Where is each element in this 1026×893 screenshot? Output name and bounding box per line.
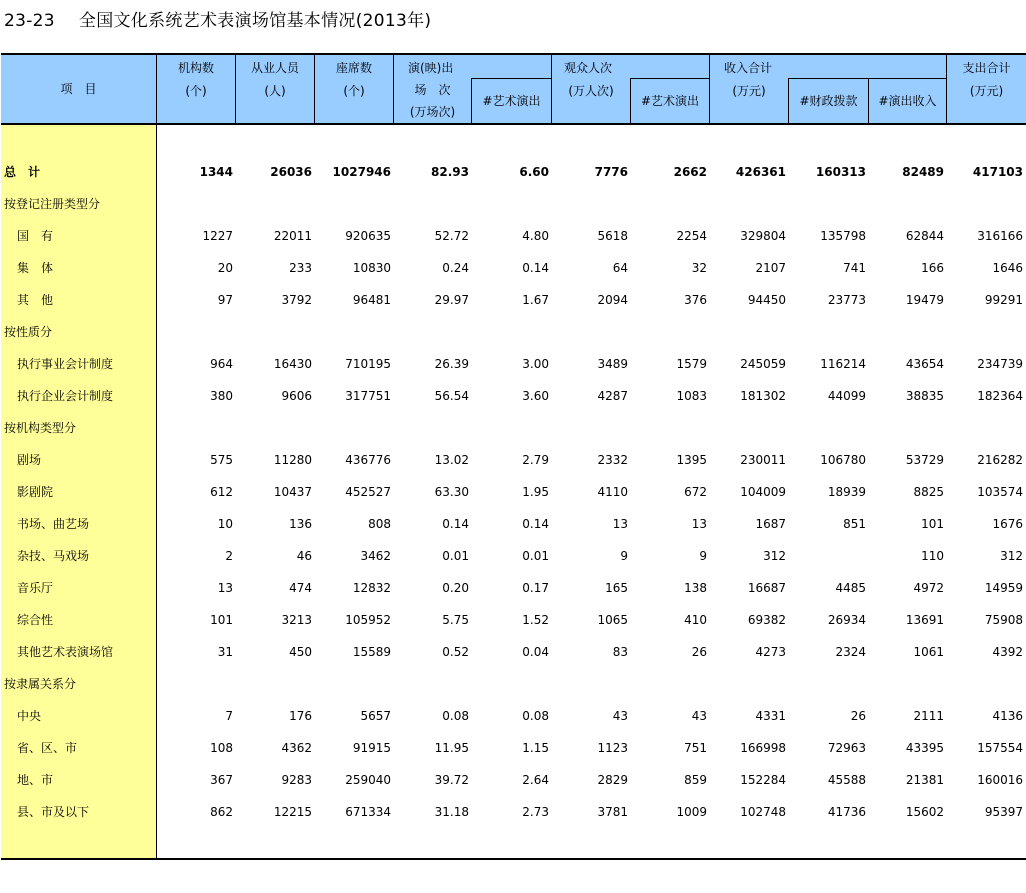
table-cell: 3.60 bbox=[522, 389, 549, 403]
subheader-rule bbox=[788, 78, 946, 79]
table-cell: 245059 bbox=[740, 357, 786, 371]
table-cell: 7776 bbox=[594, 165, 628, 179]
table-cell: 230011 bbox=[740, 453, 786, 467]
row-label: 总 计 bbox=[4, 165, 41, 179]
table-cell: 0.14 bbox=[522, 517, 549, 531]
header-audience: 观众人次 bbox=[564, 61, 613, 75]
table-cell: 1646 bbox=[992, 261, 1023, 275]
table-cell: 11280 bbox=[273, 453, 312, 467]
row-label: 杂技、马戏场 bbox=[17, 549, 90, 563]
row-label: 国 有 bbox=[17, 229, 54, 243]
table-cell: 2 bbox=[225, 549, 233, 563]
table-row bbox=[0, 316, 1026, 348]
table-cell: 83 bbox=[612, 645, 628, 659]
table-cell: 62844 bbox=[905, 229, 944, 243]
table-cell: 75908 bbox=[984, 613, 1023, 627]
table-cell: 53729 bbox=[905, 453, 944, 467]
table-cell: 63.30 bbox=[434, 485, 469, 499]
table-cell: 0.08 bbox=[522, 709, 549, 723]
table-cell: 5.75 bbox=[442, 613, 469, 627]
table-cell: 31.18 bbox=[434, 805, 469, 819]
table-cell: 3462 bbox=[360, 549, 391, 563]
header-performances: 演(映)出 bbox=[408, 61, 454, 75]
header-revenue-perf: #演出收入 bbox=[878, 94, 937, 108]
table-cell: 0.17 bbox=[522, 581, 549, 595]
table-cell: 160016 bbox=[977, 773, 1023, 787]
header-expenditure: 支出合计 bbox=[962, 61, 1011, 75]
table-cell: 4287 bbox=[597, 389, 628, 403]
table-cell: 3213 bbox=[281, 613, 312, 627]
table-cell: 136 bbox=[289, 517, 312, 531]
table-cell: 1065 bbox=[597, 613, 628, 627]
table-cell: 56.54 bbox=[434, 389, 469, 403]
table-cell: 859 bbox=[684, 773, 707, 787]
table-cell: 26 bbox=[691, 645, 707, 659]
table-cell: 317751 bbox=[345, 389, 391, 403]
table-cell: 13691 bbox=[905, 613, 944, 627]
table-cell: 10 bbox=[217, 517, 233, 531]
row-label: 地、市 bbox=[17, 773, 54, 787]
table-cell: 3792 bbox=[281, 293, 312, 307]
row-label: 其他艺术表演场馆 bbox=[17, 645, 114, 659]
table-cell: 1579 bbox=[676, 357, 707, 371]
table-cell: 2662 bbox=[673, 165, 707, 179]
table-row bbox=[0, 444, 1026, 476]
table-cell: 380 bbox=[210, 389, 233, 403]
header-seats-unit: (个) bbox=[343, 84, 365, 98]
table-cell: 2.79 bbox=[522, 453, 549, 467]
table-cell: 2829 bbox=[597, 773, 628, 787]
table-cell: 91915 bbox=[352, 741, 391, 755]
table-row bbox=[0, 540, 1026, 572]
table-cell: 575 bbox=[210, 453, 233, 467]
table-row bbox=[0, 476, 1026, 508]
table-cell: 0.52 bbox=[442, 645, 469, 659]
table-cell: 46 bbox=[296, 549, 312, 563]
table-cell: 0.01 bbox=[522, 549, 549, 563]
row-label: 书场、曲艺场 bbox=[17, 517, 90, 531]
row-label: 音乐厅 bbox=[17, 581, 54, 595]
table-cell: 20 bbox=[217, 261, 233, 275]
table-cell: 329804 bbox=[740, 229, 786, 243]
table-cell: 2332 bbox=[597, 453, 628, 467]
table-cell: 99291 bbox=[984, 293, 1023, 307]
row-label: 按机构类型分 bbox=[4, 421, 77, 435]
table-cell: 26934 bbox=[827, 613, 866, 627]
table-cell: 0.08 bbox=[442, 709, 469, 723]
table-row bbox=[0, 572, 1026, 604]
table-cell: 72963 bbox=[827, 741, 866, 755]
table-cell: 4362 bbox=[281, 741, 312, 755]
table-cell: 176 bbox=[289, 709, 312, 723]
table-cell: 52.72 bbox=[434, 229, 469, 243]
table-cell: 82.93 bbox=[431, 165, 469, 179]
table-cell: 26 bbox=[850, 709, 866, 723]
table-cell: 31 bbox=[217, 645, 233, 659]
table-cell: 157554 bbox=[977, 741, 1023, 755]
header-seats: 座席数 bbox=[335, 61, 372, 75]
table-cell: 102748 bbox=[740, 805, 786, 819]
table-cell: 181302 bbox=[740, 389, 786, 403]
table-cell: 9 bbox=[620, 549, 628, 563]
row-label: 剧场 bbox=[17, 453, 42, 467]
table-cell: 43 bbox=[612, 709, 628, 723]
header-employees: 从业人员 bbox=[250, 61, 299, 75]
table-cell: 710195 bbox=[345, 357, 391, 371]
table-cell: 45588 bbox=[827, 773, 866, 787]
table-cell: 1.67 bbox=[522, 293, 549, 307]
row-label: 其 他 bbox=[17, 293, 54, 307]
table-cell: 3.00 bbox=[522, 357, 549, 371]
table-cell: 2111 bbox=[913, 709, 944, 723]
table-cell: 13 bbox=[612, 517, 628, 531]
table-cell: 116214 bbox=[820, 357, 866, 371]
table-cell: 94450 bbox=[747, 293, 786, 307]
table-row bbox=[0, 284, 1026, 316]
table-cell: 13 bbox=[217, 581, 233, 595]
table-cell: 0.20 bbox=[442, 581, 469, 595]
table-cell: 1027946 bbox=[332, 165, 391, 179]
table-cell: 7 bbox=[225, 709, 233, 723]
table-cell: 1344 bbox=[199, 165, 233, 179]
table-cell: 751 bbox=[684, 741, 707, 755]
table-cell: 22011 bbox=[273, 229, 312, 243]
header-item: 项 目 bbox=[60, 82, 97, 96]
table-cell: 2107 bbox=[755, 261, 786, 275]
table-cell: 166 bbox=[921, 261, 944, 275]
table-cell: 259040 bbox=[345, 773, 391, 787]
table-row bbox=[0, 348, 1026, 380]
table-cell: 135798 bbox=[820, 229, 866, 243]
table-cell: 452527 bbox=[345, 485, 391, 499]
table-cell: 29.97 bbox=[434, 293, 469, 307]
table-cell: 97 bbox=[217, 293, 233, 307]
table-cell: 671334 bbox=[345, 805, 391, 819]
table-cell: 4110 bbox=[597, 485, 628, 499]
table-cell: 41736 bbox=[827, 805, 866, 819]
table-cell: 26.39 bbox=[434, 357, 469, 371]
table-row bbox=[0, 508, 1026, 540]
table-cell: 1123 bbox=[597, 741, 628, 755]
table-cell: 1227 bbox=[202, 229, 233, 243]
table-cell: 9606 bbox=[281, 389, 312, 403]
table-cell: 9283 bbox=[281, 773, 312, 787]
table-cell: 316166 bbox=[977, 229, 1023, 243]
table-cell: 3781 bbox=[597, 805, 628, 819]
table-cell: 0.14 bbox=[442, 517, 469, 531]
table-cell: 4972 bbox=[913, 581, 944, 595]
table-cell: 11.95 bbox=[434, 741, 469, 755]
table-cell: 964 bbox=[210, 357, 233, 371]
table-cell: 1083 bbox=[676, 389, 707, 403]
table-cell: 152284 bbox=[740, 773, 786, 787]
table-cell: 1.95 bbox=[522, 485, 549, 499]
table-cell: 672 bbox=[684, 485, 707, 499]
table-cell: 4136 bbox=[992, 709, 1023, 723]
table-cell: 101 bbox=[921, 517, 944, 531]
table-cell: 13.02 bbox=[434, 453, 469, 467]
table-cell: 474 bbox=[289, 581, 312, 595]
table-cell: 1009 bbox=[676, 805, 707, 819]
table-cell: 426361 bbox=[735, 165, 786, 179]
table-cell: 417103 bbox=[972, 165, 1023, 179]
table-cell: 106780 bbox=[820, 453, 866, 467]
table-cell: 43654 bbox=[905, 357, 944, 371]
table-cell: 1061 bbox=[913, 645, 944, 659]
table-row bbox=[0, 636, 1026, 668]
table-cell: 8825 bbox=[913, 485, 944, 499]
table-row bbox=[0, 668, 1026, 700]
row-label: 县、市及以下 bbox=[17, 805, 90, 819]
table-cell: 0.01 bbox=[442, 549, 469, 563]
table-cell: 105952 bbox=[345, 613, 391, 627]
table-cell: 160313 bbox=[815, 165, 866, 179]
table-row bbox=[0, 188, 1026, 220]
table-cell: 16687 bbox=[747, 581, 786, 595]
table-cell: 182364 bbox=[977, 389, 1023, 403]
table-cell: 104009 bbox=[740, 485, 786, 499]
table-cell: 110 bbox=[921, 549, 944, 563]
table-cell: 5657 bbox=[360, 709, 391, 723]
row-label: 按性质分 bbox=[4, 325, 53, 339]
table-row bbox=[0, 732, 1026, 764]
row-label: 集 体 bbox=[17, 261, 54, 275]
table-cell: 13 bbox=[691, 517, 707, 531]
table-cell: 1.15 bbox=[522, 741, 549, 755]
table-cell: 21381 bbox=[905, 773, 944, 787]
table-cell: 808 bbox=[368, 517, 391, 531]
table-cell: 5618 bbox=[597, 229, 628, 243]
table-row bbox=[0, 796, 1026, 828]
table-cell: 82489 bbox=[902, 165, 944, 179]
table-cell: 234739 bbox=[977, 357, 1023, 371]
table-cell: 6.60 bbox=[519, 165, 549, 179]
table-cell: 436776 bbox=[345, 453, 391, 467]
table-cell: 3489 bbox=[597, 357, 628, 371]
row-label: 执行企业会计制度 bbox=[17, 389, 114, 403]
table-cell: 14959 bbox=[984, 581, 1023, 595]
table-cell: 4485 bbox=[835, 581, 866, 595]
table-cell: 233 bbox=[289, 261, 312, 275]
table-cell: 450 bbox=[289, 645, 312, 659]
table-cell: 15602 bbox=[905, 805, 944, 819]
table-cell: 4.80 bbox=[522, 229, 549, 243]
subheader-rule bbox=[630, 78, 709, 79]
header-audience-unit: (万人次) bbox=[568, 84, 614, 98]
table-cell: 38835 bbox=[905, 389, 944, 403]
table-cell: 2324 bbox=[835, 645, 866, 659]
table-cell: 312 bbox=[1000, 549, 1023, 563]
table-row bbox=[0, 412, 1026, 444]
table-cell: 23773 bbox=[827, 293, 866, 307]
header-performances-art: #艺术演出 bbox=[482, 94, 541, 108]
table-cell: 95397 bbox=[984, 805, 1023, 819]
table-cell: 101 bbox=[210, 613, 233, 627]
table-cell: 12215 bbox=[273, 805, 312, 819]
table-cell: 44099 bbox=[827, 389, 866, 403]
table-cell: 12832 bbox=[352, 581, 391, 595]
table-cell: 166998 bbox=[740, 741, 786, 755]
header-institutions: 机构数 bbox=[177, 61, 214, 75]
table-row bbox=[0, 156, 1026, 188]
table-cell: 920635 bbox=[345, 229, 391, 243]
table-cell: 165 bbox=[605, 581, 628, 595]
header-audience-art: #艺术演出 bbox=[640, 94, 700, 108]
table-cell: 39.72 bbox=[434, 773, 469, 787]
table-row bbox=[0, 380, 1026, 412]
table-row bbox=[0, 764, 1026, 796]
bottom-rule bbox=[1, 858, 1026, 860]
header-expenditure-unit: (万元) bbox=[969, 84, 1004, 98]
table-cell: 367 bbox=[210, 773, 233, 787]
table-cell: 2.64 bbox=[522, 773, 549, 787]
header-employees-unit: (人) bbox=[264, 84, 286, 98]
header-performances-unit: (万场次) bbox=[409, 105, 456, 119]
table-cell: 103574 bbox=[977, 485, 1023, 499]
table-cell: 10830 bbox=[352, 261, 391, 275]
table-cell: 2254 bbox=[676, 229, 707, 243]
table-cell: 1395 bbox=[676, 453, 707, 467]
header-rule bbox=[1, 123, 1026, 125]
table-cell: 19479 bbox=[905, 293, 944, 307]
row-label: 按隶属关系分 bbox=[4, 677, 77, 691]
row-label: 中央 bbox=[17, 709, 42, 723]
row-label: 影剧院 bbox=[17, 485, 54, 499]
table-cell: 612 bbox=[210, 485, 233, 499]
table-cell: 4331 bbox=[755, 709, 786, 723]
table-cell: 1676 bbox=[992, 517, 1023, 531]
table-cell: 43395 bbox=[905, 741, 944, 755]
table-row bbox=[0, 700, 1026, 732]
table-cell: 96481 bbox=[352, 293, 391, 307]
table-cell: 410 bbox=[684, 613, 707, 627]
table-cell: 138 bbox=[684, 581, 707, 595]
table-cell: 18939 bbox=[827, 485, 866, 499]
table-row bbox=[0, 220, 1026, 252]
table-row bbox=[0, 604, 1026, 636]
table-cell: 32 bbox=[691, 261, 707, 275]
table-cell: 216282 bbox=[977, 453, 1023, 467]
table-cell: 26036 bbox=[270, 165, 312, 179]
header-revenue-fiscal: #财政拨款 bbox=[799, 94, 858, 108]
row-label: 执行事业会计制度 bbox=[17, 357, 114, 371]
row-label: 综合性 bbox=[17, 613, 54, 627]
table-cell: 862 bbox=[210, 805, 233, 819]
header-revenue-unit: (万元) bbox=[732, 84, 766, 98]
table-cell: 0.24 bbox=[442, 261, 469, 275]
header-performances-sub: 场 次 bbox=[414, 83, 451, 97]
table-cell: 1687 bbox=[755, 517, 786, 531]
table-title-text: 全国文化系统艺术表演场馆基本情况(2013年) bbox=[78, 11, 432, 31]
table-cell: 16430 bbox=[273, 357, 312, 371]
subheader-rule bbox=[471, 78, 551, 79]
table-number: 23-23 bbox=[4, 11, 55, 31]
table-cell: 312 bbox=[763, 549, 786, 563]
table-row bbox=[0, 252, 1026, 284]
table-cell: 0.14 bbox=[522, 261, 549, 275]
table-cell: 2.73 bbox=[522, 805, 549, 819]
table-cell: 851 bbox=[843, 517, 866, 531]
table-cell: 1.52 bbox=[522, 613, 549, 627]
table-title bbox=[4, 6, 431, 31]
table-cell: 0.04 bbox=[522, 645, 549, 659]
table-cell: 2094 bbox=[597, 293, 628, 307]
header-revenue: 收入合计 bbox=[724, 61, 773, 75]
table-cell: 376 bbox=[684, 293, 707, 307]
header-institutions-unit: (个) bbox=[185, 84, 207, 98]
table-cell: 741 bbox=[843, 261, 866, 275]
table-cell: 10437 bbox=[273, 485, 312, 499]
table-cell: 9 bbox=[699, 549, 707, 563]
top-rule bbox=[1, 53, 1026, 55]
table-cell: 15589 bbox=[352, 645, 391, 659]
table-cell: 4392 bbox=[992, 645, 1023, 659]
table-cell: 4273 bbox=[755, 645, 786, 659]
row-label: 按登记注册类型分 bbox=[4, 197, 101, 211]
table-cell: 69382 bbox=[747, 613, 786, 627]
table-cell: 108 bbox=[210, 741, 233, 755]
row-label: 省、区、市 bbox=[17, 741, 78, 755]
table-cell: 43 bbox=[691, 709, 707, 723]
table-cell: 64 bbox=[612, 261, 628, 275]
